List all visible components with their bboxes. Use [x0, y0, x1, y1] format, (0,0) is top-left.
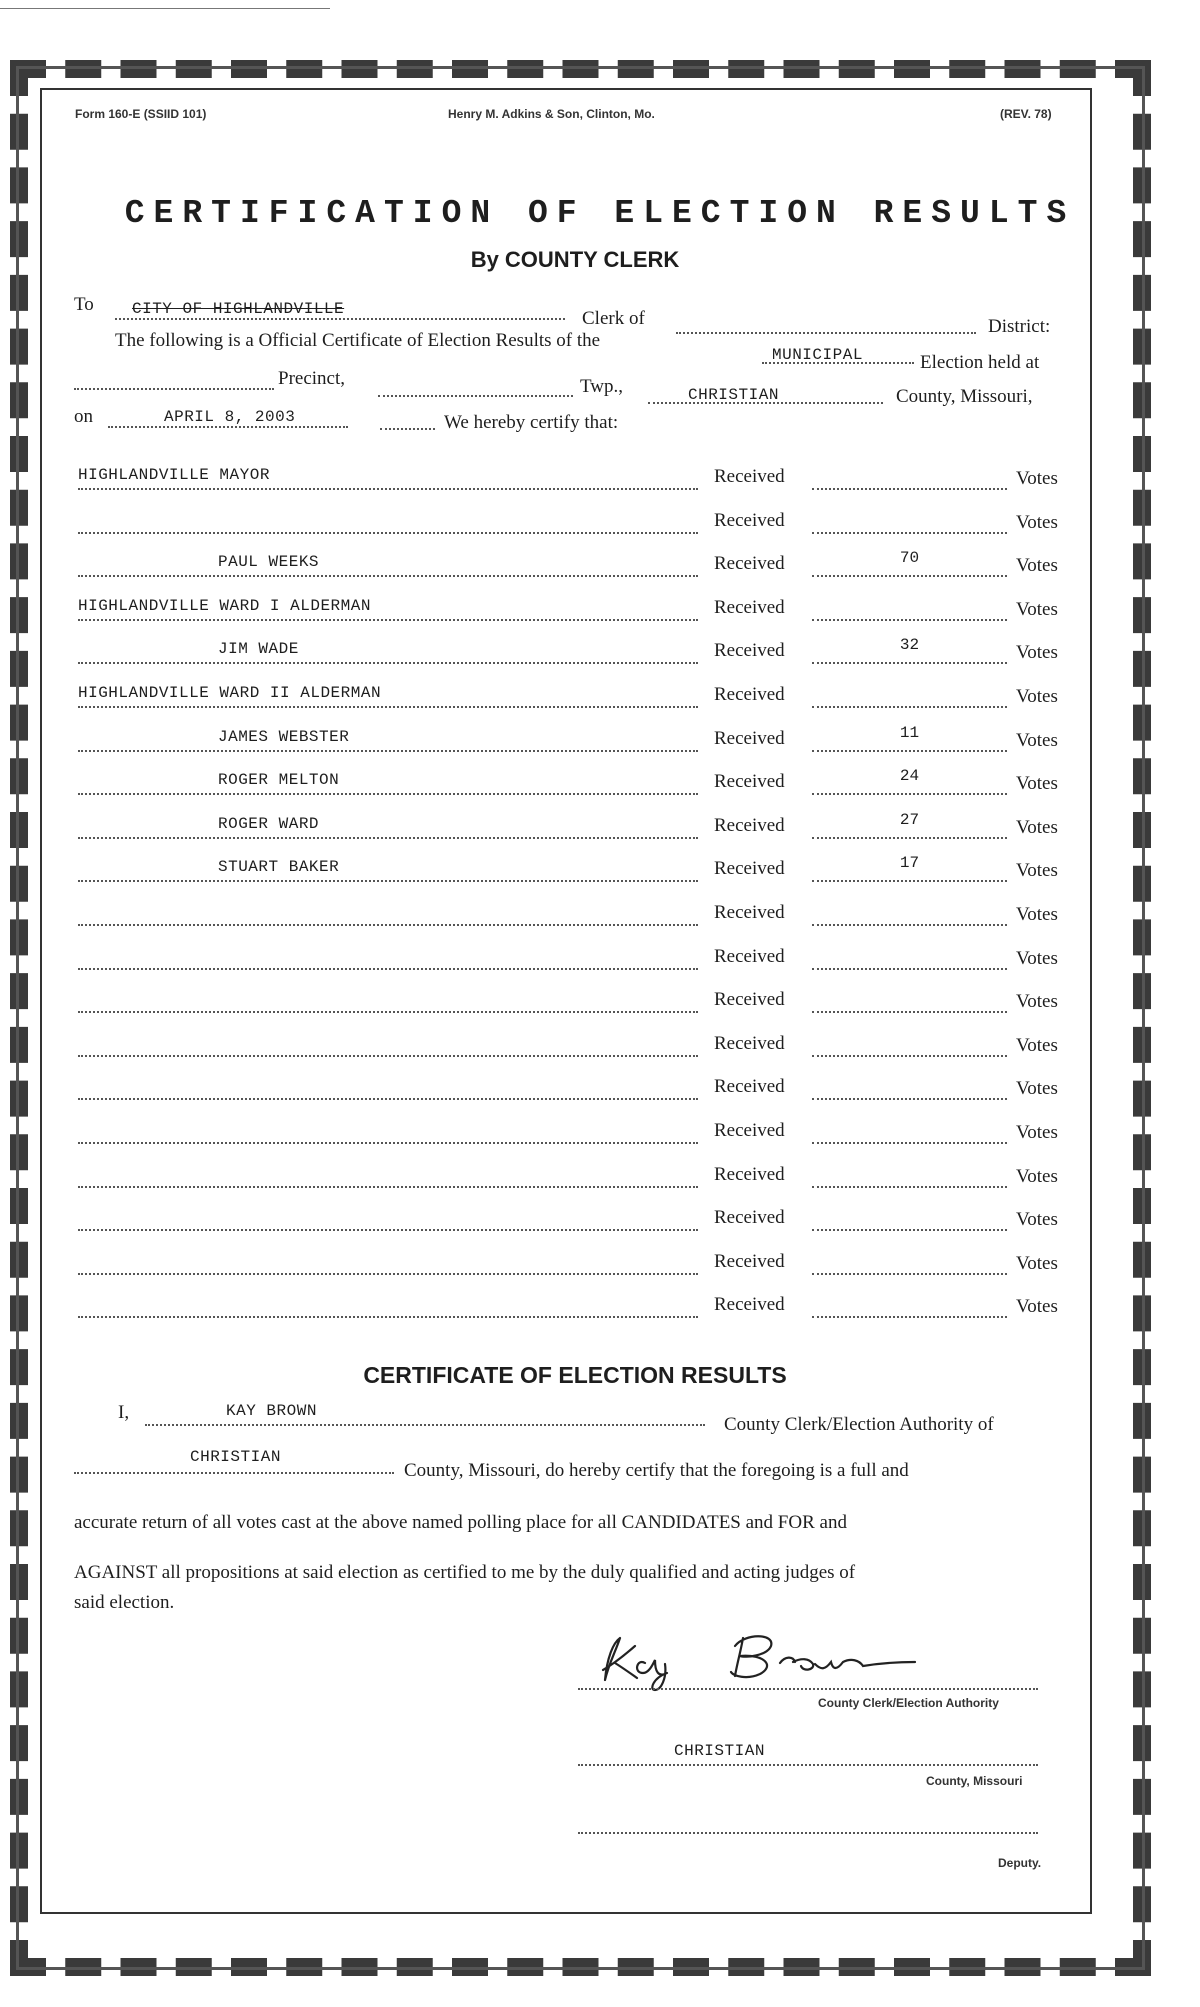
candidate-name-line: [78, 837, 698, 839]
votes-label: Votes: [1016, 730, 1058, 751]
result-row: [74, 1251, 1070, 1281]
received-label: Received: [714, 553, 785, 574]
received-label: Received: [714, 684, 785, 705]
candidate-name-line: [78, 968, 698, 970]
office-name: HIGHLANDVILLE WARD I ALDERMAN: [78, 597, 371, 615]
result-row: [74, 684, 1070, 714]
vote-count: 11: [899, 724, 920, 742]
votes-label: Votes: [1016, 686, 1058, 707]
vote-count-line: [812, 575, 1007, 577]
result-row: [74, 989, 1070, 1019]
vote-count: 32: [899, 636, 920, 654]
candidate-name-line: [78, 1273, 698, 1275]
received-label: Received: [714, 1164, 785, 1185]
form-number: Form 160-E (SSIID 101): [75, 107, 207, 121]
vote-count: 70: [899, 549, 920, 567]
votes-label: Votes: [1016, 1122, 1058, 1143]
clerk-of-line: [676, 332, 976, 334]
votes-label: Votes: [1016, 599, 1058, 620]
precinct-line: [74, 388, 274, 390]
received-label: Received: [714, 1207, 785, 1228]
certificate-county-line: [74, 1472, 394, 1474]
received-label: Received: [714, 466, 785, 487]
votes-label: Votes: [1016, 512, 1058, 533]
vote-count: 24: [899, 767, 920, 785]
votes-label: Votes: [1016, 468, 1058, 489]
vote-count: 17: [899, 854, 920, 872]
page-title: CERTIFICATION OF ELECTION RESULTS: [124, 195, 1076, 232]
candidate-name: ROGER MELTON: [218, 771, 340, 789]
deputy-line: [578, 1832, 1038, 1834]
vote-count-line: [812, 1186, 1007, 1188]
votes-label: Votes: [1016, 1209, 1058, 1230]
vote-count-line: [812, 793, 1007, 795]
received-label: Received: [714, 510, 785, 531]
votes-label: Votes: [1016, 1078, 1058, 1099]
result-row: [74, 902, 1070, 932]
votes-label: Votes: [1016, 860, 1058, 881]
vote-count-line: [812, 968, 1007, 970]
clerk-name-line: [145, 1424, 705, 1426]
signature-county-line: [578, 1764, 1038, 1766]
candidate-name-line: [78, 575, 698, 577]
votes-label: Votes: [1016, 773, 1058, 794]
clerk-signature: [575, 1618, 935, 1698]
certificate-body-line-1: County, Missouri, do hereby certify that the foregoing is a full and: [404, 1460, 909, 1481]
received-label: Received: [714, 946, 785, 967]
county-missouri-label: County, Missouri,: [896, 386, 1033, 407]
candidate-name-line: [78, 750, 698, 752]
certificate-body-line-2: accurate return of all votes cast at the above named polling place for all CANDIDATES and FOR and: [74, 1512, 847, 1533]
township-line: [378, 395, 573, 397]
township-label: Twp.,: [580, 376, 624, 397]
deputy-label: Deputy.: [998, 1856, 1042, 1870]
election-held-at-label: Election held at: [920, 352, 1040, 373]
received-label: Received: [714, 815, 785, 836]
received-label: Received: [714, 1076, 785, 1097]
candidate-name-line: [78, 662, 698, 664]
candidate-name-line: [78, 1055, 698, 1057]
result-row: [74, 549, 1070, 583]
result-row: [74, 1164, 1070, 1194]
election-type-value: MUNICIPAL: [772, 346, 863, 364]
candidate-name-line: [78, 880, 698, 882]
vote-count-line: [812, 1316, 1007, 1318]
votes-label: Votes: [1016, 1253, 1058, 1274]
received-label: Received: [714, 597, 785, 618]
candidate-name: PAUL WEEKS: [218, 553, 320, 571]
printer-name: Henry M. Adkins & Son, Clinton, Mo.: [448, 107, 655, 121]
votes-label: Votes: [1016, 555, 1058, 576]
election-date: APRIL 8, 2003: [164, 408, 296, 426]
candidate-name-line: [78, 1011, 698, 1013]
candidate-name-line: [78, 619, 698, 621]
received-label: Received: [714, 989, 785, 1010]
candidate-name-line: [78, 793, 698, 795]
to-label: To: [74, 294, 94, 315]
clerk-name: KAY BROWN: [226, 1402, 317, 1420]
certify-text: We hereby certify that:: [444, 412, 619, 433]
result-row: [74, 724, 1070, 758]
result-row: [74, 1076, 1070, 1106]
result-row: [74, 510, 1070, 540]
vote-count-line: [812, 706, 1007, 708]
to-value: CITY OF HIGHLANDVILLE: [132, 300, 345, 318]
received-label: Received: [714, 858, 785, 879]
certificate-county-value: CHRISTIAN: [190, 1448, 281, 1466]
vote-count-line: [812, 1229, 1007, 1231]
result-row: [74, 1120, 1070, 1150]
office-name: HIGHLANDVILLE MAYOR: [78, 466, 270, 484]
candidate-name: STUART BAKER: [218, 858, 340, 876]
revision-label: (REV. 78): [1000, 107, 1052, 121]
received-label: Received: [714, 640, 785, 661]
county-missouri-caption: County, Missouri: [926, 1774, 1023, 1788]
date-line: [108, 426, 348, 428]
result-row: [74, 767, 1070, 801]
votes-label: Votes: [1016, 642, 1058, 663]
candidate-name-line: [78, 1186, 698, 1188]
official-certificate-text: The following is a Official Certificate of Election Results of the: [115, 330, 601, 351]
certificate-title: CERTIFICATE OF ELECTION RESULTS: [363, 1362, 787, 1388]
result-row: [74, 597, 1070, 627]
candidate-name-line: [78, 706, 698, 708]
certificate-body-line-4: said election.: [74, 1592, 175, 1613]
date-trailing-line: [380, 428, 435, 430]
vote-count-line: [812, 1142, 1007, 1144]
i-label: I,: [118, 1402, 130, 1423]
received-label: Received: [714, 1120, 785, 1141]
candidate-name-line: [78, 532, 698, 534]
candidate-name-line: [78, 1142, 698, 1144]
vote-count-line: [812, 532, 1007, 534]
county-value: CHRISTIAN: [688, 386, 779, 404]
result-row: [74, 636, 1070, 670]
page-subtitle: By COUNTY CLERK: [470, 247, 680, 272]
vote-count-line: [812, 488, 1007, 490]
result-row: [74, 811, 1070, 845]
received-label: Received: [714, 1294, 785, 1315]
clerk-authority-label: County Clerk/Election Authority: [818, 1696, 999, 1710]
office-name: HIGHLANDVILLE WARD II ALDERMAN: [78, 684, 382, 702]
candidate-name: JIM WADE: [218, 640, 299, 658]
candidate-name-line: [78, 1229, 698, 1231]
votes-label: Votes: [1016, 1296, 1058, 1317]
precinct-label: Precinct,: [278, 368, 346, 389]
vote-count-line: [812, 1098, 1007, 1100]
votes-label: Votes: [1016, 817, 1058, 838]
vote-count-line: [812, 1273, 1007, 1275]
received-label: Received: [714, 728, 785, 749]
result-row: [74, 466, 1070, 496]
vote-count-line: [812, 619, 1007, 621]
authority-text: County Clerk/Election Authority of: [724, 1414, 994, 1435]
votes-label: Votes: [1016, 904, 1058, 925]
received-label: Received: [714, 902, 785, 923]
page-top-rule: [0, 8, 330, 9]
votes-label: Votes: [1016, 991, 1058, 1012]
votes-label: Votes: [1016, 1035, 1058, 1056]
clerk-of-label: Clerk of: [582, 308, 645, 329]
candidate-name: JAMES WEBSTER: [218, 728, 350, 746]
vote-count-line: [812, 1055, 1007, 1057]
votes-label: Votes: [1016, 1166, 1058, 1187]
candidate-name-line: [78, 924, 698, 926]
result-row: [74, 946, 1070, 976]
on-label: on: [74, 406, 93, 427]
received-label: Received: [714, 771, 785, 792]
result-row: [74, 1207, 1070, 1237]
candidate-name-line: [78, 1098, 698, 1100]
to-line: [115, 318, 565, 320]
district-label: District:: [988, 316, 1051, 337]
received-label: Received: [714, 1033, 785, 1054]
vote-count-line: [812, 880, 1007, 882]
result-row: [74, 854, 1070, 888]
candidate-name-line: [78, 1316, 698, 1318]
vote-count-line: [812, 837, 1007, 839]
vote-count-line: [812, 662, 1007, 664]
vote-count-line: [812, 924, 1007, 926]
result-row: [74, 1294, 1070, 1324]
vote-count-line: [812, 1011, 1007, 1013]
result-row: [74, 1033, 1070, 1063]
candidate-name: ROGER WARD: [218, 815, 320, 833]
vote-count-line: [812, 750, 1007, 752]
candidate-name-line: [78, 488, 698, 490]
signature-county-value: CHRISTIAN: [674, 1742, 765, 1760]
votes-label: Votes: [1016, 948, 1058, 969]
signature-line: [578, 1688, 1038, 1690]
certificate-body-line-3: AGAINST all propositions at said election as certified to me by the duly qualified and acting judges of: [74, 1562, 856, 1583]
received-label: Received: [714, 1251, 785, 1272]
vote-count: 27: [899, 811, 920, 829]
